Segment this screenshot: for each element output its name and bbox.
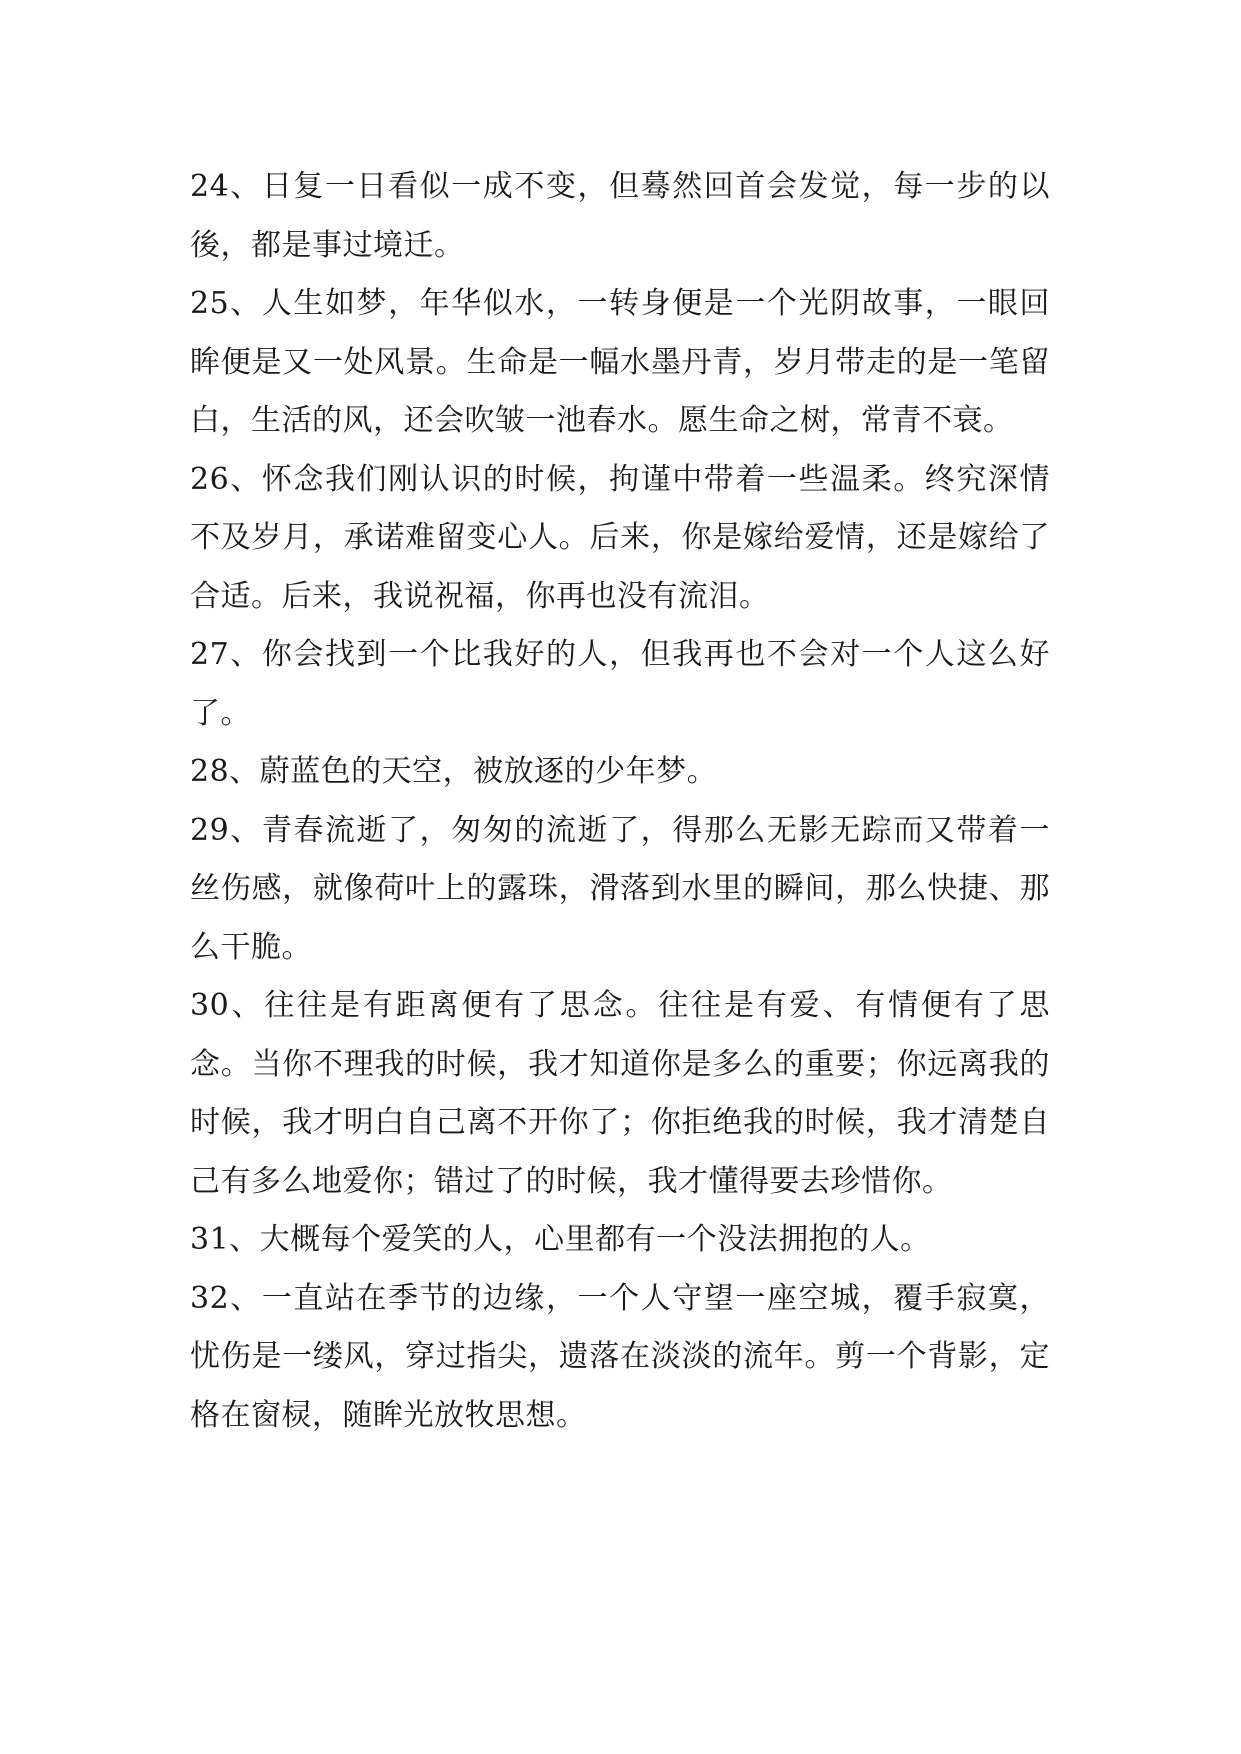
paragraph-30: 30、往往是有距离便有了思念。往往是有爱、有情便有了思念。当你不理我的时候，我才知道你是多么的重要；你远离我的时候，我才明白自己离不开你了；你拒绝我的时候，我才清楚自己有多么地爱你；错过了的时候，我才懂得要去珍惜你。 [190, 988, 1050, 1199]
paragraph-25: 25、人生如梦，年华似水，一转身便是一个光阴故事，一眼回眸便是又一处风景。生命是一幅水墨丹青，岁月带走的是一笔留白，生活的风，还会吹皱一池春水。愿生命之树，常青不衰。 [190, 286, 1050, 438]
paragraph-24: 24、日复一日看似一成不变，但蓦然回首会发觉，每一步的以後，都是事过境迁。 [190, 169, 1050, 263]
paragraph-31: 31、大概每个爱笑的人，心里都有一个没法拥抱的人。 [190, 1222, 931, 1257]
paragraph-32: 32、一直站在季节的边缘，一个人守望一座空城，覆手寂寞，忧伤是一缕风，穿过指尖，遗落在淡淡的流年。剪一个背影，定格在窗棂，随眸光放牧思想。 [190, 1280, 1050, 1433]
document-body [190, 158, 1050, 1445]
paragraph-27: 27、你会找到一个比我好的人，但我再也不会对一个人这么好了。 [190, 637, 1050, 731]
paragraph-26: 26、怀念我们刚认识的时候，拘谨中带着一些温柔。终究深情不及岁月，承诺难留变心人。后来，你是嫁给爱情，还是嫁给了合适。后来，我说祝福，你再也没有流泪。 [190, 461, 1050, 614]
paragraph-28: 28、蔚蓝色的天空，被放逐的少年梦。 [190, 754, 718, 789]
paragraph-29: 29、青春流逝了，匆匆的流逝了，得那么无影无踪而又带着一丝伤感，就像荷叶上的露珠，滑落到水里的瞬间，那么快捷、那么干脆。 [190, 812, 1050, 965]
